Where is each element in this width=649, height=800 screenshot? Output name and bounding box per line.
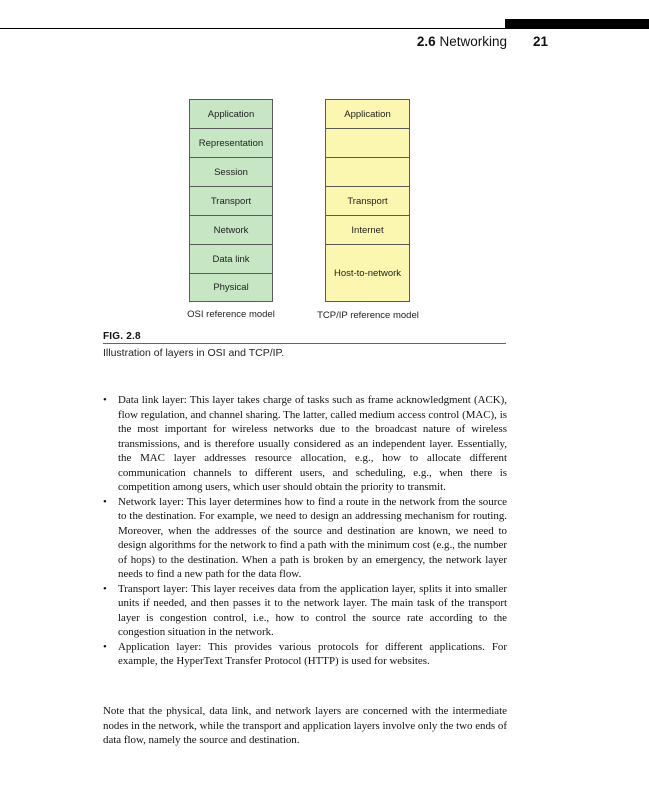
- bullet-icon: •: [103, 495, 107, 508]
- tcpip-layer-empty-1: [325, 128, 410, 158]
- osi-layer-physical: Physical: [189, 273, 273, 302]
- layer-bullet-list: [103, 393, 507, 669]
- tcpip-layer-internet: Internet: [325, 215, 410, 245]
- osi-layer-data-link: Data link: [189, 244, 273, 274]
- bullet-transport: [103, 582, 507, 640]
- section-number: 2.6: [416, 34, 436, 49]
- bullet-text: Transport layer: This layer receives data from the application layer, splits it into smaller units if needed, and then passes it to the network layer. The main task of the transport layer is congestion control, i.e., how to control the source rate according to the congestion situation in the network.: [118, 582, 507, 638]
- osi-layer-network: Network: [189, 215, 273, 245]
- tcpip-layer-transport: Transport: [325, 186, 410, 216]
- osi-layer-representation: Representation: [189, 128, 273, 158]
- osi-layer-application: Application: [189, 99, 273, 129]
- figure-rule: [103, 343, 506, 344]
- osi-model-title: OSI reference model: [187, 309, 275, 320]
- osi-layer-session: Session: [189, 157, 273, 187]
- bullet-network: [103, 495, 507, 582]
- bullet-icon: •: [103, 394, 107, 406]
- running-head: [395, 34, 507, 49]
- tcpip-layer-empty-2: [325, 157, 410, 187]
- osi-layer-transport: Transport: [189, 186, 273, 216]
- bullet-text: Network layer: This layer determines how to find a route in the network from the source to the destination. For example, we need to design an addressing mechanism for routing. Moreover, when the addresses of the source and destination are known, we need to design algorithms for the network to find a path with the minimum cost (e.g., the number of hops) to the destination. When a path is broken by an emergency, the network layer needs to find a new path for the data flow.: [118, 495, 507, 580]
- section-title: Networking: [439, 34, 507, 49]
- bullet-data-link: [103, 393, 507, 495]
- bullet-icon: •: [103, 582, 107, 595]
- bullet-icon: •: [103, 640, 107, 653]
- closing-paragraph: Note that the physical, data link, and network layers are concerned with the intermediate nodes in the network, while the transport and application layers involve only the two ends of data flow, namely the source and destination.: [103, 705, 507, 746]
- tcpip-model-title: TCP/IP reference model: [317, 310, 419, 321]
- bullet-text: Data link layer: This layer takes charge of tasks such as frame acknowledgment (ACK), flow regulation, and channel sharing. The latter, called medium access control (MAC), is the most important for wireless networks due to the broadcast nature of wireless transmissions, and is therefore usually considered as an independent layer. Essentially, the MAC layer addresses resource allocation, e.g., how to allocate different communication channels to different users, and scheduling, e.g., when there is competition among users, which user should obtain the priority to transmit.: [118, 394, 507, 493]
- tcpip-layer-application: Application: [325, 99, 410, 129]
- figure-label: FIG. 2.8: [103, 331, 141, 342]
- header-rule: [0, 28, 649, 29]
- figure-caption: Illustration of layers in OSI and TCP/IP.: [103, 347, 285, 359]
- bullet-application: [103, 640, 507, 669]
- tcpip-layer-host-to-network: Host-to-network: [325, 244, 410, 302]
- page-number: 21: [533, 34, 549, 49]
- bullet-text: Application layer: This provides various protocols for different applications. For example, the HyperText Transfer Protocol (HTTP) is used for websites.: [118, 640, 507, 667]
